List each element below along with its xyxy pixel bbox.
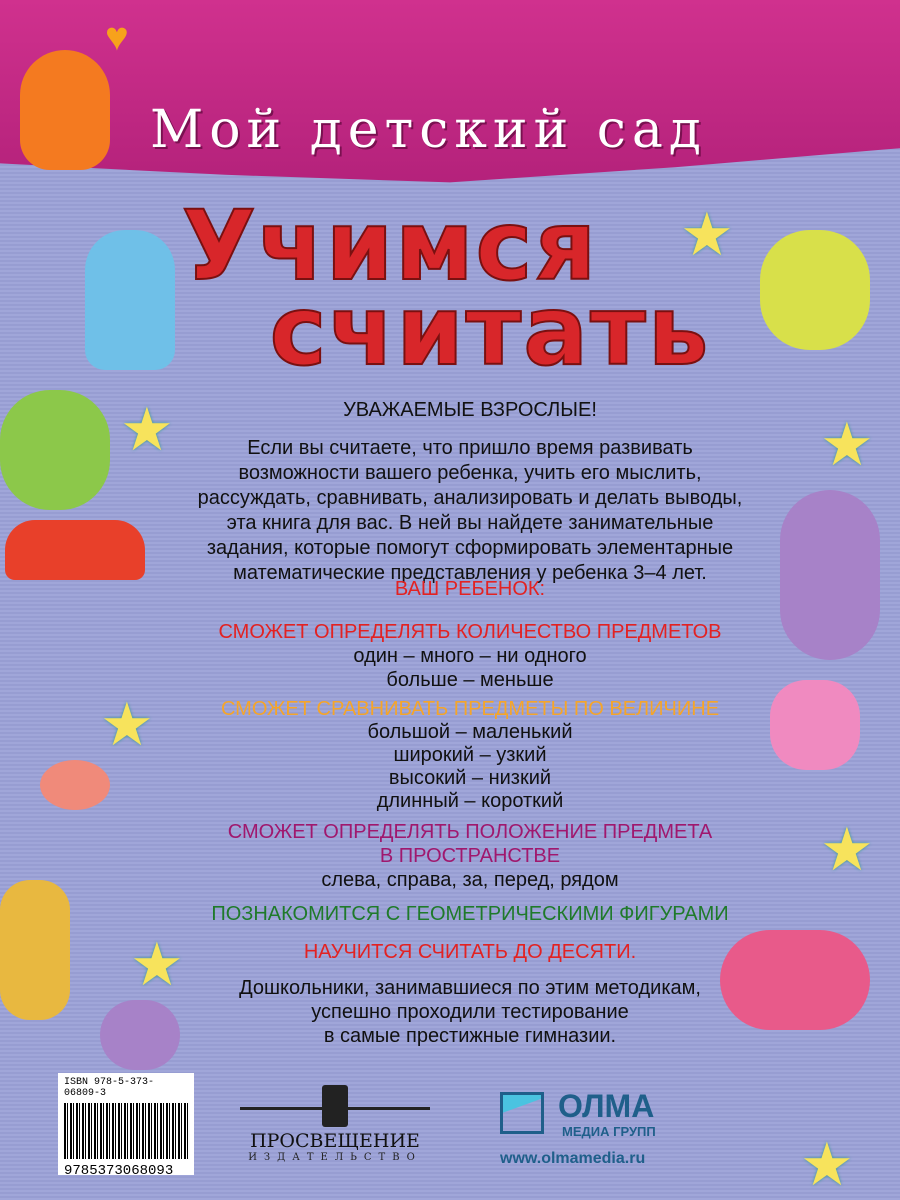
giraffe-illustration [0,880,70,1020]
star-icon: ★ [130,931,184,998]
skill-block [160,820,780,892]
skill-item: один – много – ни одного [353,645,587,667]
dragon-illustration [0,390,110,510]
logo-rule [240,1107,430,1110]
intro-paragraph [160,436,780,586]
skill-heading: СМОЖЕТ СРАВНИВАТЬ ПРЕДМЕТЫ ПО ВЕЛИЧИНЕ [220,698,720,720]
cat-illustration-right [780,490,880,660]
star-icon: ★ [820,411,874,478]
star-icon: ★ [680,201,734,268]
skill-heading: В ПРОСТРАНСТВЕ [379,845,561,867]
publisher-sub: ИЗДАТЕЛЬСТВО [248,1152,422,1163]
isbn-label: ISBN 978-5-373-06809-3 [64,1077,155,1099]
dinosaur-illustration [85,230,175,370]
book-title-line-1: Учимся [181,190,599,302]
prosveshchenie-emblem-icon [322,1085,348,1127]
heart-icon: ♥ [105,15,129,59]
olma-sub: МЕДИА ГРУПП [562,1124,656,1139]
skill-item: длинный – короткий [376,790,564,812]
skill-item: широкий – узкий [393,744,547,766]
bird-illustration [40,760,110,810]
intro-line: Если вы считаете, что пришло время развивать [247,437,693,459]
intro-line: задания, которые помогут сформировать элементарные [206,537,734,559]
skill-heading: ПОЗНАКОМИТСЯ С ГЕОМЕТРИЧЕСКИМИ ФИГУРАМИ [211,903,729,925]
star-icon: ★ [100,691,154,758]
child-heading: ВАШ РЕБЕНОК: [394,578,546,600]
isbn-barcode [58,1073,194,1179]
closing-paragraph [160,976,780,1048]
skill-item: высокий – низкий [388,767,552,789]
car-illustration [5,520,145,580]
dog-illustration [760,230,870,350]
intro-line: математические представления у ребенка 3–4 лет. [233,562,707,584]
closing-line: успешно проходили тестирование [311,1001,629,1023]
skill-heading: НАУЧИТСЯ СЧИТАТЬ ДО ДЕСЯТИ. [303,941,637,963]
cat-illustration [20,50,110,170]
star-icon: ★ [820,816,874,883]
star-icon: ★ [120,396,174,463]
barcode [64,1103,188,1159]
olma-emblem-icon [500,1092,544,1134]
publisher-name: ПРОСВЕЩЕНИЕ [250,1130,420,1152]
closing-line: в самые престижные гимназии. [323,1025,617,1047]
star-icon: ★ [800,1131,854,1198]
closing-line: Дошкольники, занимавшиеся по этим методикам, [239,977,701,999]
skill-item: слева, справа, за, перед, рядом [321,869,619,891]
skill-heading: СМОЖЕТ ОПРЕДЕЛЯТЬ ПОЛОЖЕНИЕ ПРЕДМЕТА [227,821,713,843]
intro-line: рассуждать, сравнивать, анализировать и делать выводы, [197,487,743,509]
skill-heading: СМОЖЕТ ОПРЕДЕЛЯТЬ КОЛИЧЕСТВО ПРЕДМЕТОВ [218,621,722,643]
skill-item: большой – маленький [367,721,573,743]
prosveshchenie-logo [240,1085,430,1163]
intro-line: возможности вашего ребенка, учить его мыслить, [238,462,702,484]
butterfly-illustration [770,680,860,770]
skill-block [160,698,780,813]
intro-line: эта книга для вас. В ней вы найдете занимательные [226,512,714,534]
book-title-line-2: считать [269,275,711,387]
barcode-number: 9785373068093 [64,1163,174,1179]
skill-item: больше – меньше [386,669,554,691]
olma-name: ОЛМА [558,1088,655,1124]
skill-block [160,620,780,692]
olma-url: www.olmamedia.ru [500,1150,646,1167]
intro-heading: УВАЖАЕМЫЕ ВЗРОСЛЫЕ! [343,399,597,421]
series-title: Мой детский сад [150,100,707,160]
